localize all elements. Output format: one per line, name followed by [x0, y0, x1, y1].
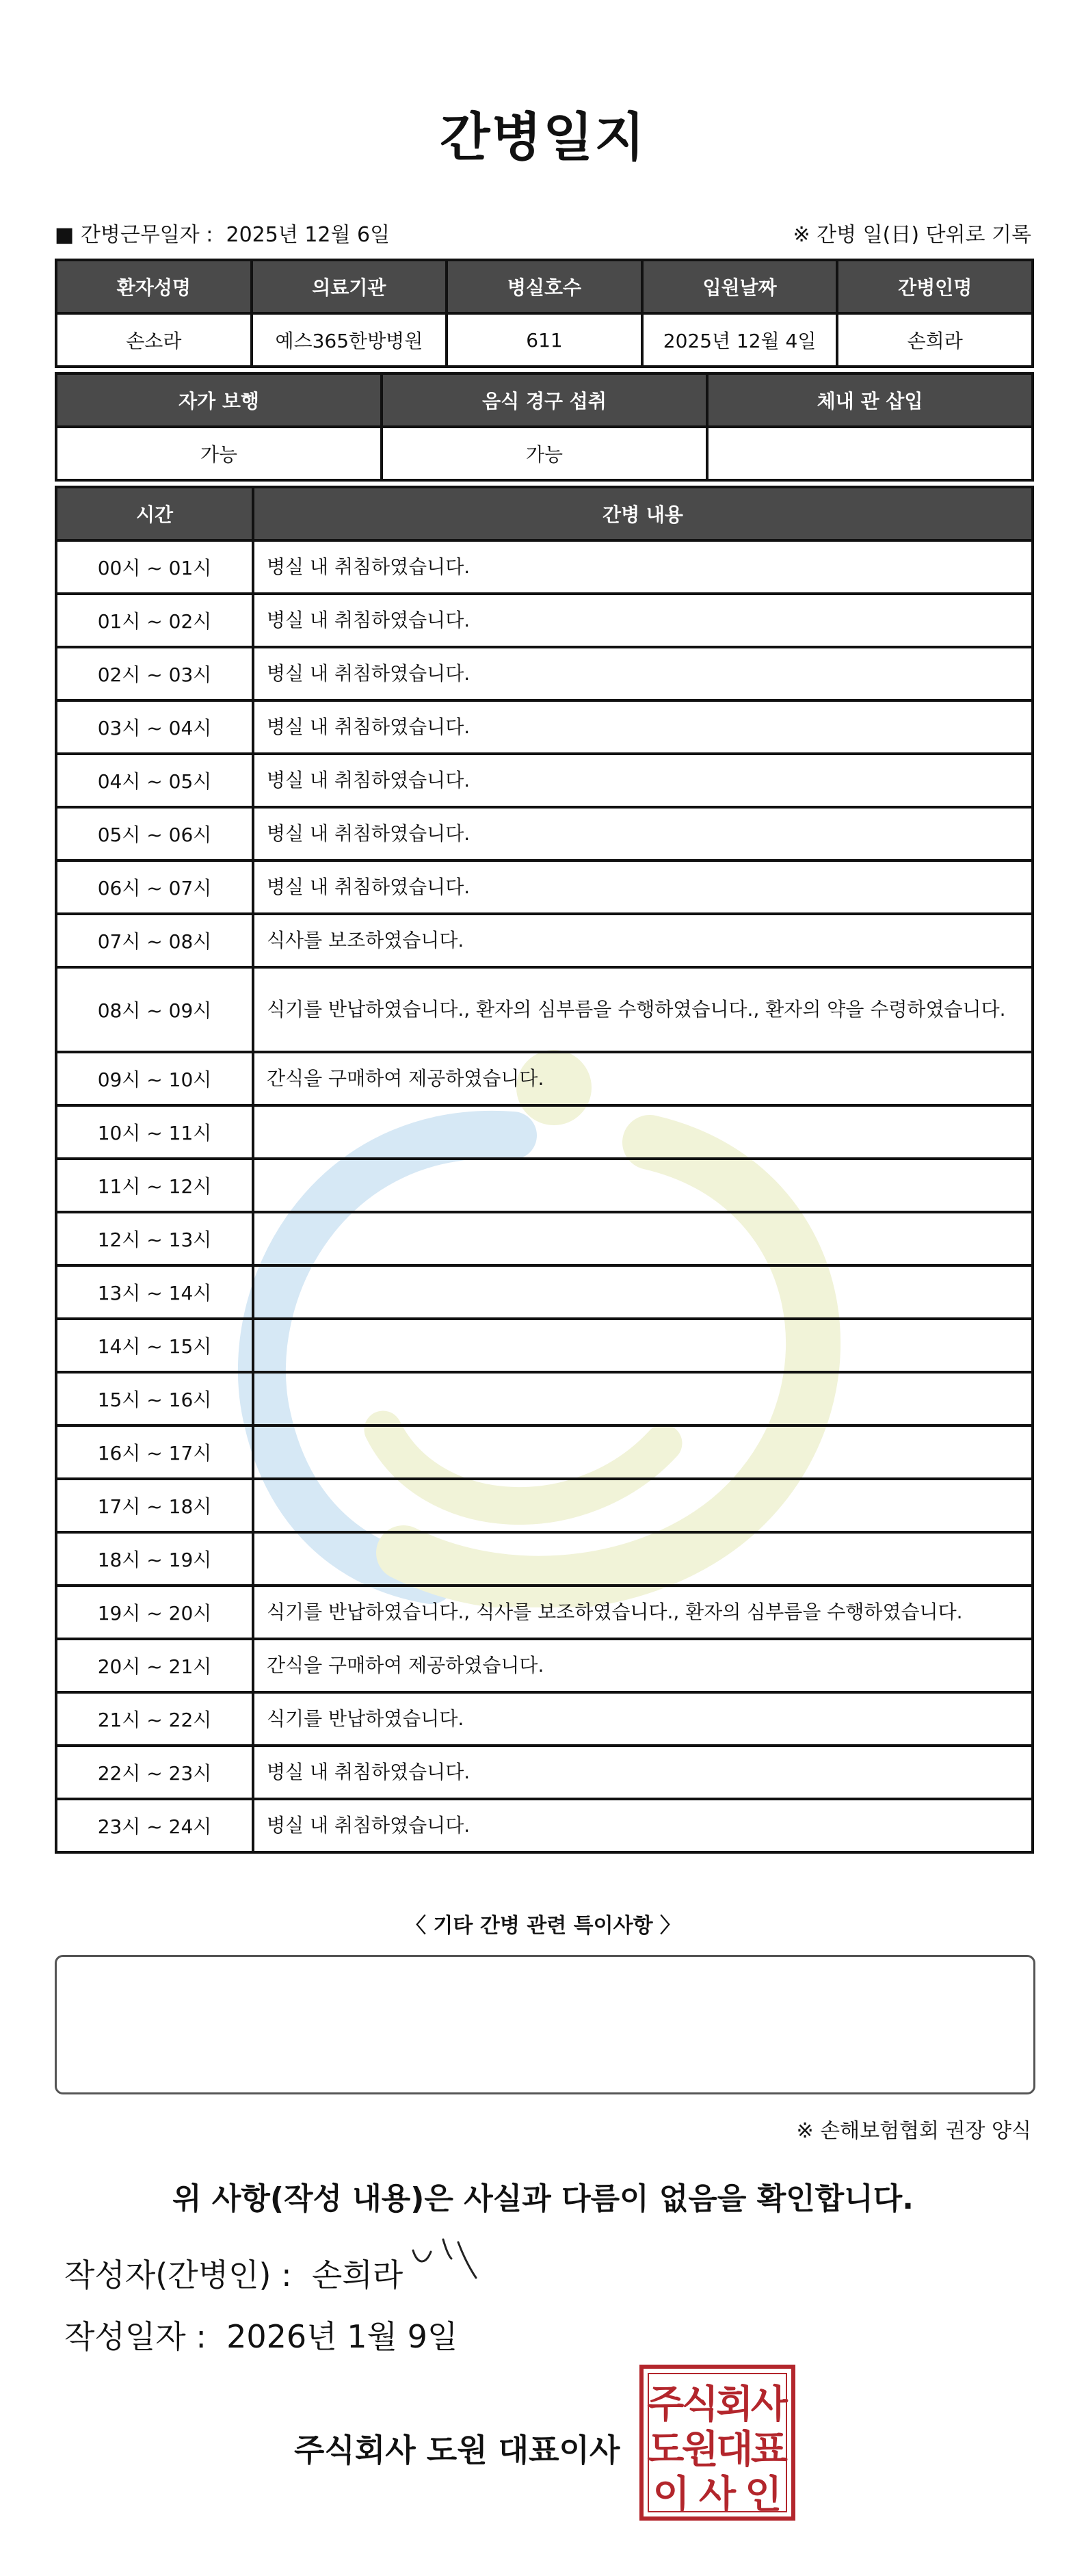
- care-content: 병실 내 취침하였습니다.: [253, 807, 1033, 860]
- written-date-value: 2026년 1월 9일: [226, 2318, 458, 2355]
- confirm-statement: 위 사항(작성 내용)은 사실과 다름이 없음을 확인합니다.: [172, 2181, 914, 2216]
- admission-date: 2025년 12월 4일: [642, 313, 838, 367]
- time-slot: 20시 ~ 21시: [56, 1639, 253, 1692]
- table-row: [56, 1586, 1033, 1639]
- time-slot: 22시 ~ 23시: [56, 1746, 253, 1799]
- seal-glyph: 주: [647, 2382, 685, 2427]
- hospital-name: 예스365한방병원: [252, 313, 447, 367]
- caregiver-name: 손희라: [837, 313, 1033, 367]
- table-row: [56, 1639, 1033, 1692]
- other-notes-label: 〈 기타 간병 관련 특이사항 〉: [405, 1914, 681, 1938]
- header-caregiver-name: 간병인명: [837, 260, 1033, 313]
- seal-glyph: 표: [750, 2428, 788, 2472]
- table-row: [56, 1799, 1033, 1852]
- time-slot: 08시 ~ 09시: [56, 967, 253, 1052]
- care-content: [253, 1479, 1033, 1532]
- care-content: 식기를 반납하였습니다., 식사를 보조하였습니다., 환자의 심부름을 수행하였습니다.: [253, 1586, 1033, 1639]
- writer-name: 손희라: [311, 2257, 403, 2294]
- seal-glyph: 도: [647, 2428, 685, 2472]
- signature: [408, 2235, 483, 2283]
- time-slot: 18시 ~ 19시: [56, 1532, 253, 1586]
- header-care-content: 간병 내용: [253, 487, 1033, 540]
- header-self-walking: 자가 보행: [56, 373, 382, 427]
- table-header-row: [56, 260, 1033, 313]
- care-content: 병실 내 취침하였습니다.: [253, 860, 1033, 914]
- header-oral-intake: 음식 경구 섭취: [382, 373, 707, 427]
- time-slot: 16시 ~ 17시: [56, 1425, 253, 1479]
- table-header-row: [56, 373, 1033, 427]
- patient-name: 손소라: [56, 313, 252, 367]
- care-content: [253, 1425, 1033, 1479]
- header-room-number: 병실호수: [447, 260, 642, 313]
- seal-glyph: 회: [716, 2382, 754, 2427]
- time-slot: 13시 ~ 14시: [56, 1265, 253, 1319]
- patient-info-table: [55, 259, 1034, 368]
- writer-row: [64, 2250, 403, 2296]
- time-slot: 21시 ~ 22시: [56, 1692, 253, 1746]
- care-content: 간식을 구매하여 제공하였습니다.: [253, 1052, 1033, 1105]
- work-date-row: [55, 218, 1031, 245]
- table-row: [56, 860, 1033, 914]
- room-number: 611: [447, 313, 642, 367]
- table-row: [56, 1159, 1033, 1212]
- table-row: [56, 1319, 1033, 1372]
- care-content: 식기를 반납하였습니다., 환자의 심부름을 수행하였습니다., 환자의 약을 수령하였습니다.: [253, 967, 1033, 1052]
- care-content: [253, 1265, 1033, 1319]
- tube-insertion-value: [707, 427, 1033, 480]
- time-slot: 01시 ~ 02시: [56, 594, 253, 647]
- care-content: 병실 내 취침하였습니다.: [253, 647, 1033, 700]
- care-content: [253, 1372, 1033, 1425]
- table-row: [56, 1425, 1033, 1479]
- table-row: [56, 1532, 1033, 1586]
- table-header-row: [56, 487, 1033, 540]
- table-row: [56, 914, 1033, 967]
- time-slot: 09시 ~ 10시: [56, 1052, 253, 1105]
- self-walking-value: 가능: [56, 427, 382, 480]
- table-row: [56, 1212, 1033, 1265]
- table-row: [56, 427, 1033, 480]
- care-content: 간식을 구매하여 제공하였습니다.: [253, 1639, 1033, 1692]
- seal-glyph: 사: [750, 2382, 788, 2427]
- work-date: [55, 218, 390, 248]
- care-log-table: [55, 486, 1034, 1854]
- care-content: 병실 내 취침하였습니다.: [253, 700, 1033, 754]
- time-slot: 15시 ~ 16시: [56, 1372, 253, 1425]
- care-content: 식기를 반납하였습니다.: [253, 1692, 1033, 1746]
- care-content: 식사를 보조하였습니다.: [253, 914, 1033, 967]
- seal-glyph: 원: [681, 2428, 719, 2472]
- care-content: [253, 1532, 1033, 1586]
- table-row: [56, 1265, 1033, 1319]
- time-slot: 23시 ~ 24시: [56, 1799, 253, 1852]
- header-time: 시간: [56, 487, 253, 540]
- patient-ability-table: [55, 372, 1034, 482]
- header-admission-date: 입원날짜: [642, 260, 838, 313]
- table-row: [56, 1746, 1033, 1799]
- time-slot: 12시 ~ 13시: [56, 1212, 253, 1265]
- time-slot: 17시 ~ 18시: [56, 1479, 253, 1532]
- table-row: [56, 1052, 1033, 1105]
- care-content: [253, 1319, 1033, 1372]
- writer-label: 작성자(간병인) :: [64, 2257, 292, 2294]
- care-content: 병실 내 취침하였습니다.: [253, 540, 1033, 594]
- care-content: 병실 내 취침하였습니다.: [253, 1799, 1033, 1852]
- time-slot: 02시 ~ 03시: [56, 647, 253, 700]
- header-hospital: 의료기관: [252, 260, 447, 313]
- table-row: [56, 594, 1033, 647]
- table-row: [56, 1692, 1033, 1746]
- seal-glyph: 식: [681, 2382, 719, 2427]
- time-slot: 14시 ~ 15시: [56, 1319, 253, 1372]
- written-date-label: 작성일자 :: [64, 2318, 207, 2355]
- time-slot: 06시 ~ 07시: [56, 860, 253, 914]
- table-row: [56, 1105, 1033, 1159]
- table-row: [56, 754, 1033, 807]
- time-slot: 19시 ~ 20시: [56, 1586, 253, 1639]
- table-row: [56, 1372, 1033, 1425]
- company-representative: 주식회사 도원 대표이사: [294, 2432, 620, 2469]
- care-content: [253, 1105, 1033, 1159]
- care-content: 병실 내 취침하였습니다.: [253, 1746, 1033, 1799]
- table-row: [56, 647, 1033, 700]
- document-title: 간병일지: [440, 107, 646, 168]
- time-slot: 04시 ~ 05시: [56, 754, 253, 807]
- written-date-row: [64, 2312, 458, 2357]
- recommend-note: ※ 손해보험협회 권장 양식: [796, 2119, 1031, 2143]
- time-slot: 05시 ~ 06시: [56, 807, 253, 860]
- company-seal: [639, 2364, 796, 2521]
- work-date-value: 2025년 12월 6일: [226, 223, 390, 247]
- time-slot: 03시 ~ 04시: [56, 700, 253, 754]
- care-content: [253, 1212, 1033, 1265]
- header-tube-insertion: 체내 관 삽입: [707, 373, 1033, 427]
- other-notes-box: [55, 1955, 1035, 2094]
- time-slot: 00시 ~ 01시: [56, 540, 253, 594]
- unit-note: ※ 간병 일(日) 단위로 기록: [793, 223, 1031, 247]
- time-slot: 11시 ~ 12시: [56, 1159, 253, 1212]
- care-content: [253, 1159, 1033, 1212]
- time-slot: 07시 ~ 08시: [56, 914, 253, 967]
- table-row: [56, 700, 1033, 754]
- table-row: [56, 1479, 1033, 1532]
- work-date-label: ■ 간병근무일자 :: [55, 223, 213, 247]
- seal-glyph: 인: [745, 2473, 782, 2517]
- care-content: 병실 내 취침하였습니다.: [253, 754, 1033, 807]
- table-row: [56, 540, 1033, 594]
- table-row: [56, 967, 1033, 1052]
- seal-glyph: 대: [716, 2428, 754, 2472]
- table-row: [56, 807, 1033, 860]
- oral-intake-value: 가능: [382, 427, 707, 480]
- header-patient-name: 환자성명: [56, 260, 252, 313]
- seal-glyph: 사: [698, 2473, 737, 2517]
- care-content: 병실 내 취침하였습니다.: [253, 594, 1033, 647]
- time-slot: 10시 ~ 11시: [56, 1105, 253, 1159]
- table-row: [56, 313, 1033, 367]
- care-log-body: [56, 540, 1033, 1852]
- seal-glyph: 이: [652, 2473, 690, 2517]
